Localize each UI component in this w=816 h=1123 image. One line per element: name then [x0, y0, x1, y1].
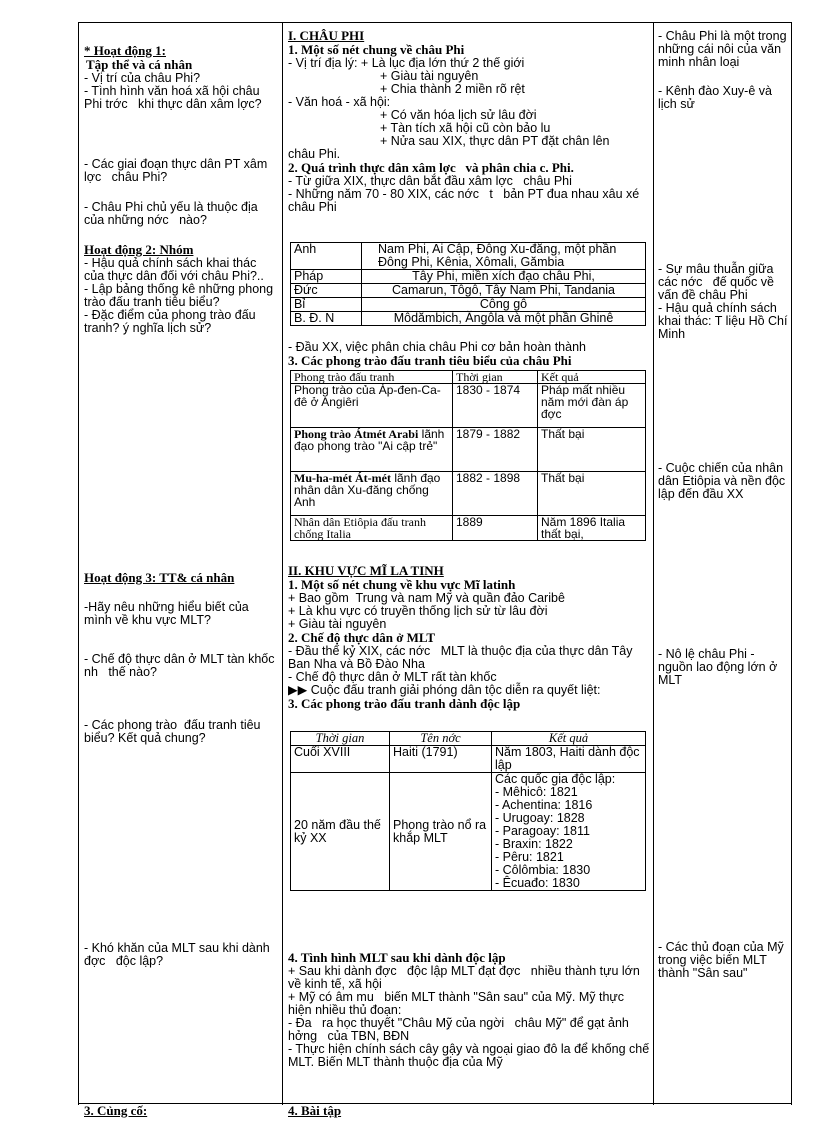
consolidate-heading: 3. Củng cố: [84, 1103, 148, 1118]
text-line: + Sau khi dành đợc độc lập MLT đạt đợc nhiều thành tựu lớn về kinh tế, xã hội [288, 964, 644, 991]
table-cell: Năm 1896 Italia thất bại, [538, 516, 646, 541]
cell-intro: Các quốc gia độc lập: [495, 772, 616, 786]
table-row [291, 298, 646, 312]
table-row [291, 773, 646, 891]
table-cell: Cuối XVIII [291, 746, 390, 773]
table-cell: Nam Phi, Ai Cập, Đông Xu-đăng, một phần Đông Phi, Kênia, Xômali, Gămbia [362, 243, 646, 270]
text-line: - Thực hiện chính sách cây gậy và ngoại giao đô la để khống chế MLT. Biến MLT thành thuộc địa của Mỹ [288, 1042, 653, 1069]
activity-1-title: * Hoạt động 1: [84, 43, 166, 58]
text-line: + Bao gồm Trung và nam Mỹ và quần đảo Caribê [288, 591, 565, 605]
table-row [291, 516, 646, 541]
text-span: Cuộc đấu tranh giải phóng dân tộc diễn ra quyết liệt: [310, 683, 601, 697]
text-line: - Vị trí địa lý: + Là lục địa lớn thứ 2 thế giới [288, 56, 525, 70]
movement-desc: lãnh đạo phong trào "Ai cập trẻ" [294, 427, 445, 453]
latam-independence-table [290, 731, 646, 891]
note-4: - Hậu quả chính sách khai thác: T liệu Hồ Chí Minh [658, 301, 791, 341]
middle-africa [288, 29, 650, 214]
table-cell [291, 472, 453, 516]
table-cell: Phong trào của Áp-đen-Ca-đê ở Angiêri [291, 384, 453, 428]
column-header: Thời gian [291, 732, 390, 746]
movement-desc: lãnh đạo nhân dân Xu-đăng chống Anh [294, 471, 441, 509]
table-row [291, 472, 646, 516]
list-item: - Paragoay: 1811 [495, 824, 590, 838]
text-line: + Mỹ có âm mu biến MLT thành "Sân sau" của Mỹ. Mỹ thực hiện nhiều thủ đoạn: [288, 990, 628, 1017]
note-1: - Châu Phi là một trong những cái nôi của văn minh nhân loại [658, 29, 791, 69]
colonies-table [290, 242, 646, 326]
question-11: - Khó khăn của MLT sau khi dành đợc độc lập? [84, 941, 274, 968]
text-line: - Chế độ thực dân ở MLT rất tàn khốc [288, 670, 497, 684]
note-7: - Các thủ đoạn của Mỹ trong việc biến MLT thành "Sân sau" [658, 940, 788, 980]
text-line: + Giàu tài nguyên [288, 617, 387, 631]
table-border-right [791, 22, 792, 1105]
subsection-3-heading: 3. Các phong trào đấu tranh dành độc lập [288, 696, 521, 711]
left-column-2 [84, 570, 279, 968]
subsection-2-heading: 2. Quá trình thực dân xâm lợc và phân chia c. Phi. [288, 160, 574, 175]
subsection-3-heading: 3. Các phong trào đấu tranh tiêu biểu của châu Phi [288, 353, 572, 368]
text-line: + Tàn tích xã hội cũ còn bảo lu [380, 121, 551, 135]
table-row [291, 270, 646, 284]
question-6: - Lập bảng thống kê những phong trào đấu tranh tiêu biểu? [84, 282, 277, 309]
list-item: - Mêhicô: 1821 [495, 785, 578, 799]
activity-2-title: Hoạt động 2: Nhóm [84, 242, 194, 257]
section-2-title: II. KHU VỰC MĨ LA TINH [288, 563, 444, 578]
text-line: + Là khu vực có truyền thống lịch sử từ lâu đời [288, 604, 548, 618]
column-header: Phong trào đấu tranh [291, 371, 453, 384]
text-line: + Chia thành 2 miền rõ rệt [380, 82, 525, 96]
table-cell: Nhân dân Etiôpia đấu tranh chống Italia [291, 516, 453, 541]
text-line: + Có văn hóa lịch sử lâu đời [380, 108, 537, 122]
text-line: - Đa ra học thuyết "Châu Mỹ của ngời châu Mỹ" để gạt ảnh hởng của TBN, BĐN [288, 1016, 633, 1043]
table-cell: Phong trào nổ ra khắp MLT [390, 773, 492, 891]
text-line: - Từ giữa XIX, thực dân bắt đầu xâm lợc châu Phi [288, 174, 572, 188]
table-cell [291, 428, 453, 472]
question-4: - Châu Phi chủ yếu là thuộc địa của những nớc nào? [84, 200, 262, 227]
double-arrow-icon: ▶▶ [288, 683, 308, 697]
table-cell: Đức [291, 284, 362, 298]
question-1: - Vị trí của châu Phi? [84, 71, 201, 85]
section-1-title: I. CHÂU PHI [288, 28, 365, 43]
note-2: - Kênh đào Xuy-ê và lịch sử [658, 84, 776, 111]
exercise-heading: 4. Bài tập [288, 1103, 342, 1118]
question-3: - Các giai đoạn thực dân PT xâm lợc châu Phi? [84, 157, 271, 184]
table-cell: 20 năm đầu thế kỷ XX [291, 773, 390, 891]
note-5: - Cuộc chiến của nhân dân Etiôpia và nền độc lập đến đầu XX [658, 461, 789, 501]
table-cell [492, 773, 646, 891]
right-column-2 [658, 263, 789, 341]
table-cell: Môdămbich, Ăngôla và một phần Ghinê [362, 312, 646, 326]
column-header: Kết quả [538, 371, 646, 384]
table-row [291, 428, 646, 472]
table-border-top [78, 22, 791, 23]
table-row [291, 243, 646, 270]
table-cell: Thất bại [538, 472, 646, 516]
table-cell: Haiti (1791) [390, 746, 492, 773]
table-row [291, 284, 646, 298]
text-line: - Đầu XX, việc phân chia châu Phi cơ bản hoàn thành [288, 340, 586, 354]
table-cell: Bỉ [291, 298, 362, 312]
activity-3-title: Hoạt động 3: TT& cá nhân [84, 570, 235, 585]
table-cell: Thất bại [538, 428, 646, 472]
left-column [84, 44, 279, 335]
question-5: - Hậu quả chính sách khai thác của thực dân đối với châu Phi?.. [84, 256, 264, 283]
text-line: + Giàu tài nguyên [380, 69, 479, 83]
right-column [658, 30, 789, 111]
column-header: Kết quả [492, 732, 646, 746]
text-line: - Những năm 70 - 80 XIX, các nớc t bản PT đua nhau xâu xé châu Phi [288, 187, 643, 214]
table-cell: Pháp mất nhiều năm mới đàn áp đợc [538, 384, 646, 428]
question-9: - Chế độ thực dân ở MLT tàn khốc nh thế nào? [84, 652, 278, 679]
table-border-mid1 [282, 22, 283, 1105]
table-header-row [291, 371, 646, 384]
text-line: châu Phi. [288, 147, 341, 161]
right-column-3 [658, 462, 789, 501]
note-6: - Nô lệ châu Phi - nguồn lao động lớn ở MLT [658, 647, 781, 687]
middle-latam [288, 564, 650, 711]
activity-1-subtitle: Tập thể và cá nhân [86, 57, 193, 72]
table-border-left [78, 22, 79, 1105]
list-item: - Pêru: 1821 [495, 850, 564, 864]
right-column-5 [658, 941, 789, 980]
text-line: + Nửa sau XIX, thực dân PT đặt chân lên [380, 134, 610, 148]
table-cell: Tây Phi, miền xích đạo châu Phi, [362, 270, 646, 284]
table-row [291, 312, 646, 326]
movement-name: Mu-ha-mét Át-mét [294, 471, 391, 485]
table-cell: Pháp [291, 270, 362, 284]
subsection-4-heading: 4. Tình hình MLT sau khi dành độc lập [288, 950, 506, 965]
list-item: - Achentina: 1816 [495, 798, 593, 812]
text-line: - Văn hoá - xã hội: [288, 95, 391, 109]
table-cell: Công gô [362, 298, 646, 312]
table-cell: 1830 - 1874 [453, 384, 538, 428]
list-item: - Êcuađo: 1830 [495, 876, 580, 890]
table-cell: B. Đ. N [291, 312, 362, 326]
question-2: - Tình hình văn hoá xã hội châu Phi trớc khi thực dân xâm lợc? [84, 84, 264, 111]
table-cell: 1889 [453, 516, 538, 541]
column-header: Thời gian [453, 371, 538, 384]
note-3: - Sự mâu thuẫn giữa các nớc đế quốc về vấn đề châu Phi [658, 262, 778, 302]
table-cell: Năm 1803, Haiti dành độc lập [492, 746, 646, 773]
table-cell: 1882 - 1898 [453, 472, 538, 516]
list-item: - Côlômbia: 1830 [495, 863, 591, 877]
column-header: Tên nớc [390, 732, 492, 746]
table-row-divider [78, 1103, 791, 1104]
table-header-row [291, 732, 646, 746]
list-item: - Urugoay: 1828 [495, 811, 585, 825]
question-8: -Hãy nêu những hiểu biết của mình về khu vực MLT? [84, 600, 253, 627]
table-cell: 1879 - 1882 [453, 428, 538, 472]
subsection-2-heading: 2. Chế độ thực dân ở MLT [288, 630, 436, 645]
table-row [291, 384, 646, 428]
table-border-mid2 [653, 22, 654, 1105]
middle-latam-2 [288, 950, 653, 1069]
question-10: - Các phong trào đấu tranh tiêu biểu? Kết quả chung? [84, 718, 264, 745]
right-column-4 [658, 648, 789, 687]
table-cell: Camarun, Tôgô, Tây Nam Phi, Tandania [362, 284, 646, 298]
africa-movements-table [290, 370, 646, 541]
movement-name: Phong trào Átmét Arabi [294, 427, 419, 441]
list-item: - Braxin: 1822 [495, 837, 573, 851]
table-cell: Anh [291, 243, 362, 270]
subsection-1-heading: 1. Một số nét chung về châu Phi [288, 42, 465, 57]
middle-africa-2 [288, 341, 650, 368]
text-line: - Đầu thế kỷ XIX, các nớc MLT là thuộc địa của thực dân Tây Ban Nha và Bồ Đào Nha [288, 644, 636, 671]
question-7: - Đặc điểm của phong trào đấu tranh? ý nghĩa lịch sử? [84, 308, 260, 335]
table-row [291, 746, 646, 773]
subsection-1-heading: 1. Một số nét chung về khu vực Mĩ latinh [288, 577, 516, 592]
